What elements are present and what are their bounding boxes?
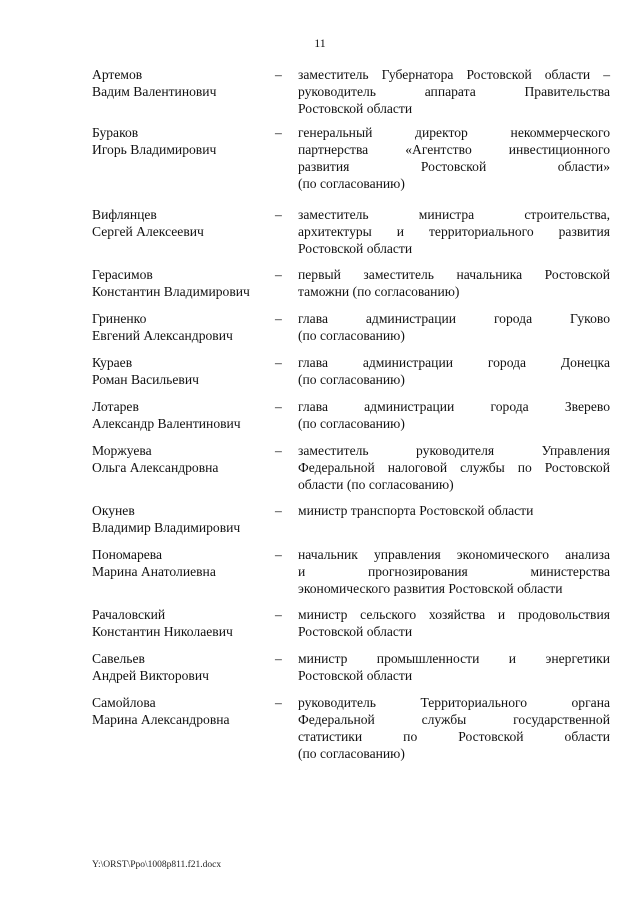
- member-name: [92, 310, 272, 344]
- separator-dash: –: [275, 503, 282, 518]
- separator-dash: –: [275, 311, 282, 326]
- member-name: [92, 398, 272, 432]
- member-given-names: Сергей Алексеевич: [92, 224, 204, 239]
- position-line: Ростовской области: [298, 101, 413, 116]
- position-line: заместитель руководителя Управления: [298, 443, 610, 458]
- position-line: министр транспорта Ростовской области: [298, 503, 534, 518]
- position-line: (по согласованию): [298, 416, 405, 431]
- member-position: [298, 442, 610, 493]
- member-given-names: Игорь Владимирович: [92, 142, 217, 157]
- member-position: [298, 502, 610, 519]
- member-position: [298, 354, 610, 388]
- separator-dash: –: [275, 125, 282, 140]
- position-line: области (по согласованию): [298, 477, 454, 492]
- separator-dash: –: [275, 443, 282, 458]
- position-line: Федеральной службы государственной: [298, 712, 610, 727]
- position-line: Ростовской области: [298, 668, 413, 683]
- position-line: генеральный директор некоммерческого: [298, 125, 610, 140]
- member-surname: Пономарева: [92, 547, 163, 562]
- member-given-names: Александр Валентинович: [92, 416, 241, 431]
- member-given-names: Константин Владимирович: [92, 284, 250, 299]
- separator-dash: –: [275, 651, 282, 666]
- member-surname: Кураев: [92, 355, 133, 370]
- member-surname: Рачаловский: [92, 607, 166, 622]
- member-surname: Савельев: [92, 651, 145, 666]
- member-given-names: Ольга Александровна: [92, 460, 219, 475]
- member-given-names: Вадим Валентинович: [92, 84, 217, 99]
- member-surname: Бураков: [92, 125, 139, 140]
- separator-dash: –: [275, 695, 282, 710]
- member-name: [92, 354, 272, 388]
- member-position: [298, 206, 610, 257]
- member-name: [92, 694, 272, 728]
- member-given-names: Константин Николаевич: [92, 624, 233, 639]
- member-position: [298, 398, 610, 432]
- position-line: экономического развития Ростовской области: [298, 581, 563, 596]
- position-line: (по согласованию): [298, 372, 405, 387]
- file-path-footer: Y:\ORST\Ppo\1008p811.f21.docx: [92, 860, 222, 870]
- position-line: Ростовской области: [298, 241, 413, 256]
- position-line: статистики по Ростовской области: [298, 729, 610, 744]
- member-given-names: Марина Анатолиевна: [92, 564, 216, 579]
- position-line: (по согласованию): [298, 328, 405, 343]
- member-name: [92, 546, 272, 580]
- separator-dash: –: [275, 399, 282, 414]
- separator-dash: –: [275, 267, 282, 282]
- position-line: (по согласованию): [298, 176, 405, 191]
- member-given-names: Евгений Александрович: [92, 328, 233, 343]
- position-line: развития Ростовской области»: [298, 159, 610, 174]
- member-position: [298, 266, 610, 300]
- separator-dash: –: [275, 607, 282, 622]
- member-position: [298, 310, 610, 344]
- member-given-names: Марина Александровна: [92, 712, 230, 727]
- member-surname: Моржуева: [92, 443, 152, 458]
- member-position: [298, 66, 610, 117]
- member-surname: Гриненко: [92, 311, 147, 326]
- position-line: архитектуры и территориального развития: [298, 224, 610, 239]
- position-line: Ростовской области: [298, 624, 413, 639]
- member-given-names: Андрей Викторович: [92, 668, 209, 683]
- position-line: Федеральной налоговой службы по Ростовской: [298, 460, 610, 475]
- member-surname: Окунев: [92, 503, 135, 518]
- member-position: [298, 606, 610, 640]
- member-position: [298, 124, 610, 192]
- member-name: [92, 606, 272, 640]
- member-name: [92, 66, 272, 100]
- position-line: министр промышленности и энергетики: [298, 651, 610, 666]
- position-line: начальник управления экономического анализа: [298, 547, 610, 562]
- separator-dash: –: [275, 207, 282, 222]
- position-line: партнерства «Агентство инвестиционного: [298, 142, 610, 157]
- member-position: [298, 546, 610, 597]
- member-surname: Вифлянцев: [92, 207, 157, 222]
- separator-dash: –: [275, 547, 282, 562]
- member-surname: Самойлова: [92, 695, 156, 710]
- separator-dash: –: [275, 67, 282, 82]
- position-line: руководитель Территориального органа: [298, 695, 610, 710]
- position-line: глава администрации города Зверево: [298, 399, 610, 414]
- position-line: заместитель министра строительства,: [298, 207, 610, 222]
- member-name: [92, 266, 272, 300]
- position-line: глава администрации города Донецка: [298, 355, 610, 370]
- member-name: [92, 650, 272, 684]
- position-line: таможни (по согласованию): [298, 284, 460, 299]
- separator-dash: –: [275, 355, 282, 370]
- position-line: заместитель Губернатора Ростовской области –: [298, 67, 610, 82]
- member-position: [298, 694, 610, 762]
- position-line: (по согласованию): [298, 746, 405, 761]
- position-line: глава администрации города Гуково: [298, 311, 610, 326]
- member-name: [92, 442, 272, 476]
- member-given-names: Роман Васильевич: [92, 372, 199, 387]
- member-name: [92, 502, 272, 536]
- page-number: 11: [314, 36, 326, 50]
- member-given-names: Владимир Владимирович: [92, 520, 241, 535]
- member-position: [298, 650, 610, 684]
- member-surname: Артемов: [92, 67, 143, 82]
- position-line: и прогнозирования министерства: [298, 564, 610, 579]
- position-line: первый заместитель начальника Ростовской: [298, 267, 610, 282]
- member-name: [92, 206, 272, 240]
- position-line: министр сельского хозяйства и продовольствия: [298, 607, 610, 622]
- position-line: руководитель аппарата Правительства: [298, 84, 610, 99]
- member-surname: Лотарев: [92, 399, 139, 414]
- member-surname: Герасимов: [92, 267, 153, 282]
- member-name: [92, 124, 272, 158]
